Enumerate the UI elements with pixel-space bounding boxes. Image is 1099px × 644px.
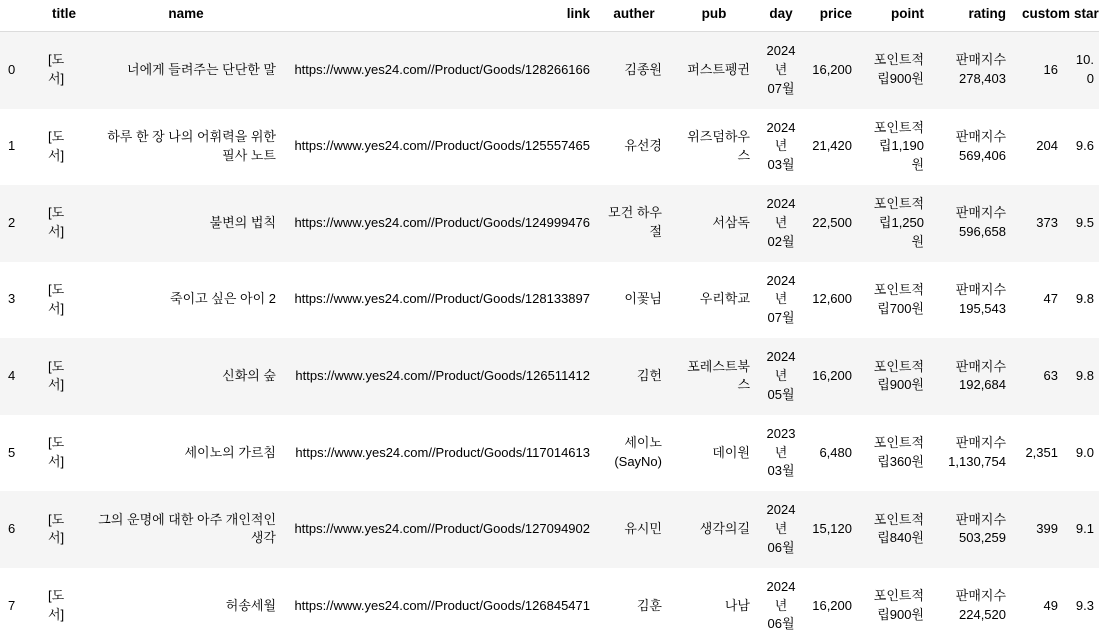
row-index: 3	[0, 262, 40, 339]
table-row	[0, 491, 1099, 568]
table-body	[0, 32, 1099, 644]
row-index: 6	[0, 491, 40, 568]
table-row	[0, 32, 1099, 109]
cell-link: https://www.yes24.com//Product/Goods/127094902	[284, 491, 598, 568]
cell-link: https://www.yes24.com//Product/Goods/128266166	[284, 32, 598, 109]
cell-day: 2024년 06월	[758, 491, 804, 568]
cell-name: 신화의 숲	[88, 338, 284, 415]
cell-link: https://www.yes24.com//Product/Goods/126845471	[284, 568, 598, 644]
cell-price: 15,120	[804, 491, 860, 568]
table-row	[0, 185, 1099, 262]
cell-pub: 나남	[670, 568, 758, 644]
column-header-title: title	[40, 0, 88, 32]
cell-title: [도서]	[40, 415, 88, 492]
table-row	[0, 568, 1099, 644]
cell-point: 포인트적립700원	[860, 262, 932, 339]
cell-price: 21,420	[804, 109, 860, 186]
cell-point: 포인트적립1,190원	[860, 109, 932, 186]
cell-rating: 판매지수 192,684	[932, 338, 1014, 415]
column-header-auther: auther	[598, 0, 670, 32]
header-row	[0, 0, 1099, 32]
cell-link: https://www.yes24.com//Product/Goods/117014613	[284, 415, 598, 492]
column-header-day: day	[758, 0, 804, 32]
cell-price: 16,200	[804, 568, 860, 644]
column-header-price: price	[804, 0, 860, 32]
cell-auther: 유선경	[598, 109, 670, 186]
cell-auther: 김헌	[598, 338, 670, 415]
cell-auther: 모건 하우절	[598, 185, 670, 262]
cell-day: 2024년 03월	[758, 109, 804, 186]
cell-title: [도서]	[40, 185, 88, 262]
row-index: 7	[0, 568, 40, 644]
cell-price: 6,480	[804, 415, 860, 492]
cell-title: [도서]	[40, 491, 88, 568]
table-row	[0, 262, 1099, 339]
column-header-star: star	[1066, 0, 1099, 32]
cell-custom: 49	[1014, 568, 1066, 644]
cell-rating: 판매지수 1,130,754	[932, 415, 1014, 492]
cell-custom: 47	[1014, 262, 1066, 339]
cell-name: 불변의 법칙	[88, 185, 284, 262]
cell-star: 10.0	[1066, 32, 1099, 109]
column-header-pub: pub	[670, 0, 758, 32]
cell-day: 2024년 02월	[758, 185, 804, 262]
cell-name: 그의 운명에 대한 아주 개인적인 생각	[88, 491, 284, 568]
cell-name: 죽이고 싶은 아이 2	[88, 262, 284, 339]
cell-custom: 2,351	[1014, 415, 1066, 492]
cell-pub: 포레스트북스	[670, 338, 758, 415]
column-header-point: point	[860, 0, 932, 32]
cell-point: 포인트적립900원	[860, 568, 932, 644]
cell-price: 16,200	[804, 32, 860, 109]
cell-link: https://www.yes24.com//Product/Goods/125557465	[284, 109, 598, 186]
cell-title: [도서]	[40, 262, 88, 339]
cell-name: 하루 한 장 나의 어휘력을 위한 필사 노트	[88, 109, 284, 186]
cell-rating: 판매지수 195,543	[932, 262, 1014, 339]
cell-link: https://www.yes24.com//Product/Goods/126511412	[284, 338, 598, 415]
cell-star: 9.8	[1066, 338, 1099, 415]
row-index: 0	[0, 32, 40, 109]
cell-point: 포인트적립900원	[860, 338, 932, 415]
cell-name: 허송세월	[88, 568, 284, 644]
cell-point: 포인트적립360원	[860, 415, 932, 492]
cell-point: 포인트적립1,250원	[860, 185, 932, 262]
cell-day: 2024년 06월	[758, 568, 804, 644]
cell-title: [도서]	[40, 568, 88, 644]
cell-rating: 판매지수 596,658	[932, 185, 1014, 262]
row-index: 1	[0, 109, 40, 186]
cell-custom: 373	[1014, 185, 1066, 262]
cell-pub: 우리학교	[670, 262, 758, 339]
cell-name: 세이노의 가르침	[88, 415, 284, 492]
cell-price: 22,500	[804, 185, 860, 262]
cell-auther: 김종원	[598, 32, 670, 109]
column-header-index	[0, 0, 40, 32]
cell-title: [도서]	[40, 338, 88, 415]
cell-price: 16,200	[804, 338, 860, 415]
cell-star: 9.6	[1066, 109, 1099, 186]
cell-name: 너에게 들려주는 단단한 말	[88, 32, 284, 109]
cell-day: 2024년 07월	[758, 32, 804, 109]
column-header-custom: custom	[1014, 0, 1066, 32]
cell-custom: 399	[1014, 491, 1066, 568]
cell-day: 2024년 05월	[758, 338, 804, 415]
row-index: 4	[0, 338, 40, 415]
cell-auther: 이꽃님	[598, 262, 670, 339]
cell-pub: 생각의길	[670, 491, 758, 568]
cell-pub: 퍼스트펭귄	[670, 32, 758, 109]
table-row	[0, 109, 1099, 186]
cell-link: https://www.yes24.com//Product/Goods/128133897	[284, 262, 598, 339]
cell-custom: 16	[1014, 32, 1066, 109]
cell-custom: 63	[1014, 338, 1066, 415]
cell-rating: 판매지수 503,259	[932, 491, 1014, 568]
cell-title: [도서]	[40, 32, 88, 109]
table-row	[0, 415, 1099, 492]
cell-star: 9.8	[1066, 262, 1099, 339]
cell-point: 포인트적립840원	[860, 491, 932, 568]
cell-title: [도서]	[40, 109, 88, 186]
cell-rating: 판매지수 278,403	[932, 32, 1014, 109]
cell-custom: 204	[1014, 109, 1066, 186]
cell-pub: 위즈덤하우스	[670, 109, 758, 186]
cell-link: https://www.yes24.com//Product/Goods/124999476	[284, 185, 598, 262]
cell-star: 9.0	[1066, 415, 1099, 492]
cell-point: 포인트적립900원	[860, 32, 932, 109]
row-index: 5	[0, 415, 40, 492]
cell-price: 12,600	[804, 262, 860, 339]
cell-star: 9.1	[1066, 491, 1099, 568]
cell-star: 9.3	[1066, 568, 1099, 644]
cell-rating: 판매지수 224,520	[932, 568, 1014, 644]
column-header-name: name	[88, 0, 284, 32]
column-header-link: link	[284, 0, 598, 32]
cell-rating: 판매지수 569,406	[932, 109, 1014, 186]
cell-pub: 데이원	[670, 415, 758, 492]
column-header-rating: rating	[932, 0, 1014, 32]
cell-auther: 세이노 (SayNo)	[598, 415, 670, 492]
row-index: 2	[0, 185, 40, 262]
cell-auther: 유시민	[598, 491, 670, 568]
table-header	[0, 0, 1099, 32]
cell-day: 2023년 03월	[758, 415, 804, 492]
cell-star: 9.5	[1066, 185, 1099, 262]
cell-day: 2024년 07월	[758, 262, 804, 339]
cell-auther: 김훈	[598, 568, 670, 644]
cell-pub: 서삼독	[670, 185, 758, 262]
table-row	[0, 338, 1099, 415]
